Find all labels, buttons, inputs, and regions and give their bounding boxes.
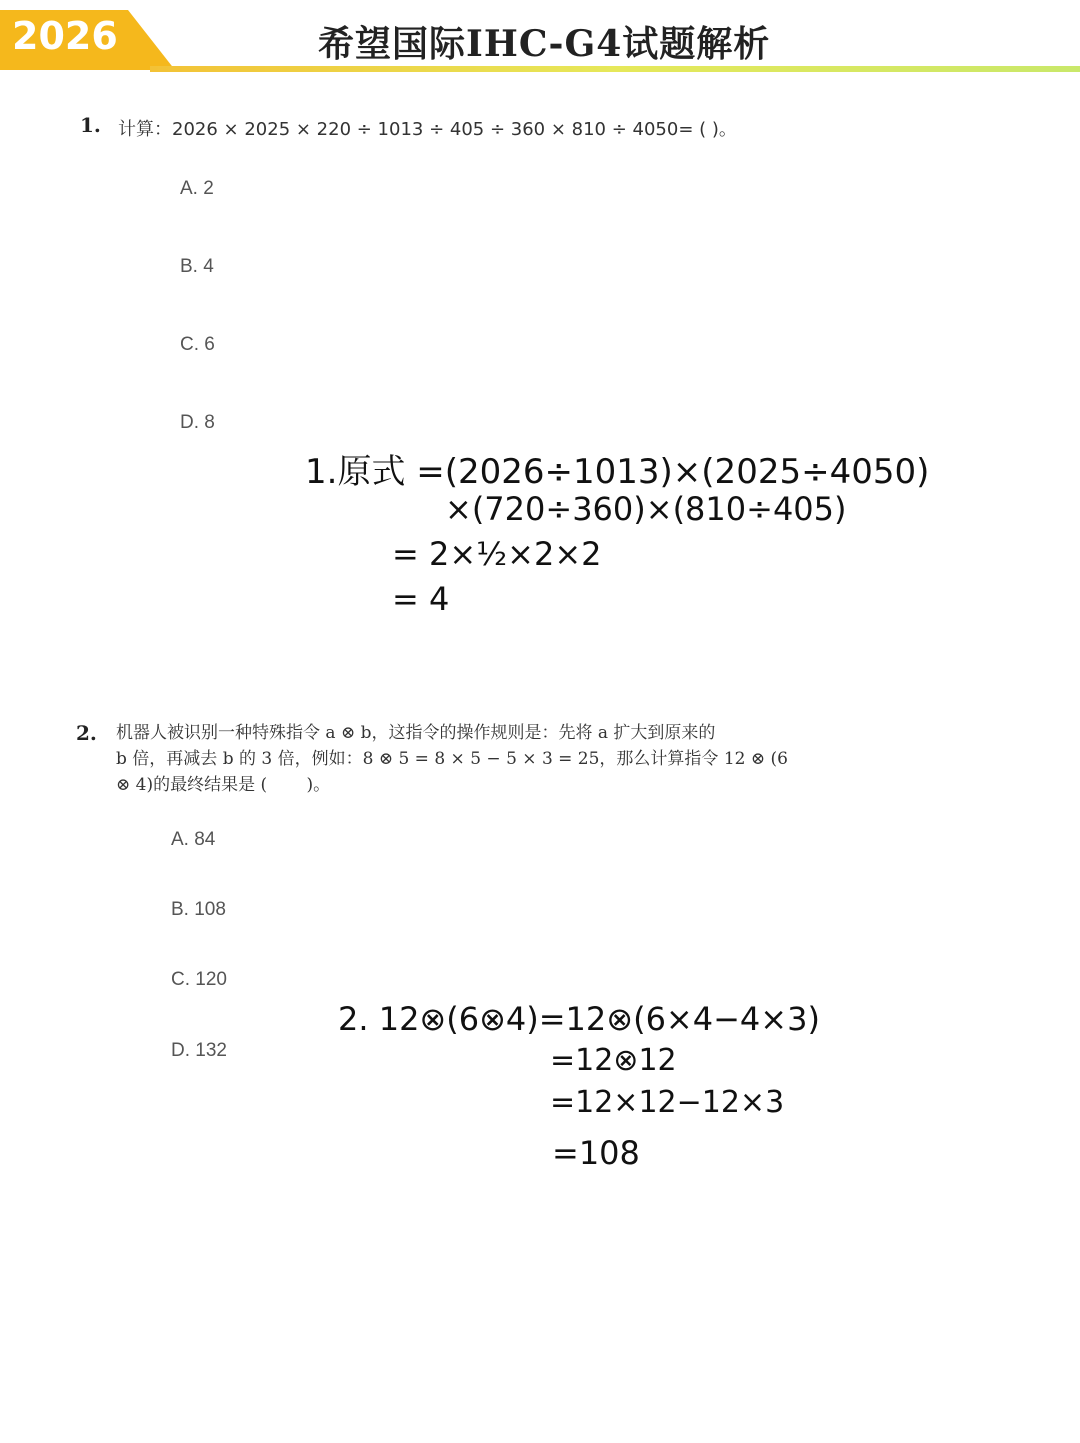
page-title: 希望国际IHC-G4试题解析 [318,23,771,65]
question-1-number: 1. [80,113,101,137]
year-label: 2026 [12,14,118,58]
solution-1-line-1: 1.原式 =(2026÷1013)×(2025÷4050) [305,452,930,492]
solution-2-line-2: =12⊗12 [550,1043,677,1078]
solution-1-line-3: = 2×½×2×2 [392,535,602,573]
question-1-option-b: B. 4 [180,256,214,277]
question-1-option-c: C. 6 [180,334,215,355]
solution-1-line-4: = 4 [392,580,450,618]
question-1-option-d: D. 8 [180,412,215,433]
question-2-prompt-line-2: b 倍，再减去 b 的 3 倍，例如：8 ⊗ 5 = 8 × 5 − 5 × 3 = 25，那么计算指令 12 ⊗ (6 [116,749,788,769]
question-1-prompt: 计算：2026 × 2025 × 220 ÷ 1013 ÷ 405 ÷ 360 × 810 ÷ 4050= ( )。 [118,119,737,140]
question-2-option-a: A. 84 [171,829,216,850]
question-2-number: 2. [76,721,97,745]
question-2-prompt-line-3: ⊗ 4)的最终结果是 ( )。 [116,775,331,795]
question-2-option-c: C. 120 [171,969,227,990]
question-2-option-d: D. 132 [171,1040,227,1061]
question-2-prompt [116,720,816,798]
question-2-option-b: B. 108 [171,899,226,920]
solution-1-line-2: ×(720÷360)×(810÷405) [445,490,847,528]
solution-2-line-1: 2. 12⊗(6⊗4)=12⊗(6×4−4×3) [338,1000,820,1038]
question-1-option-a: A. 2 [180,178,214,199]
question-2-prompt-line-1: 机器人被识别一种特殊指令 a ⊗ b，这指令的操作规则是：先将 a 扩大到原来的 [116,723,716,743]
solution-2-line-3: =12×12−12×3 [550,1085,785,1120]
solution-2-line-4: =108 [552,1134,640,1172]
